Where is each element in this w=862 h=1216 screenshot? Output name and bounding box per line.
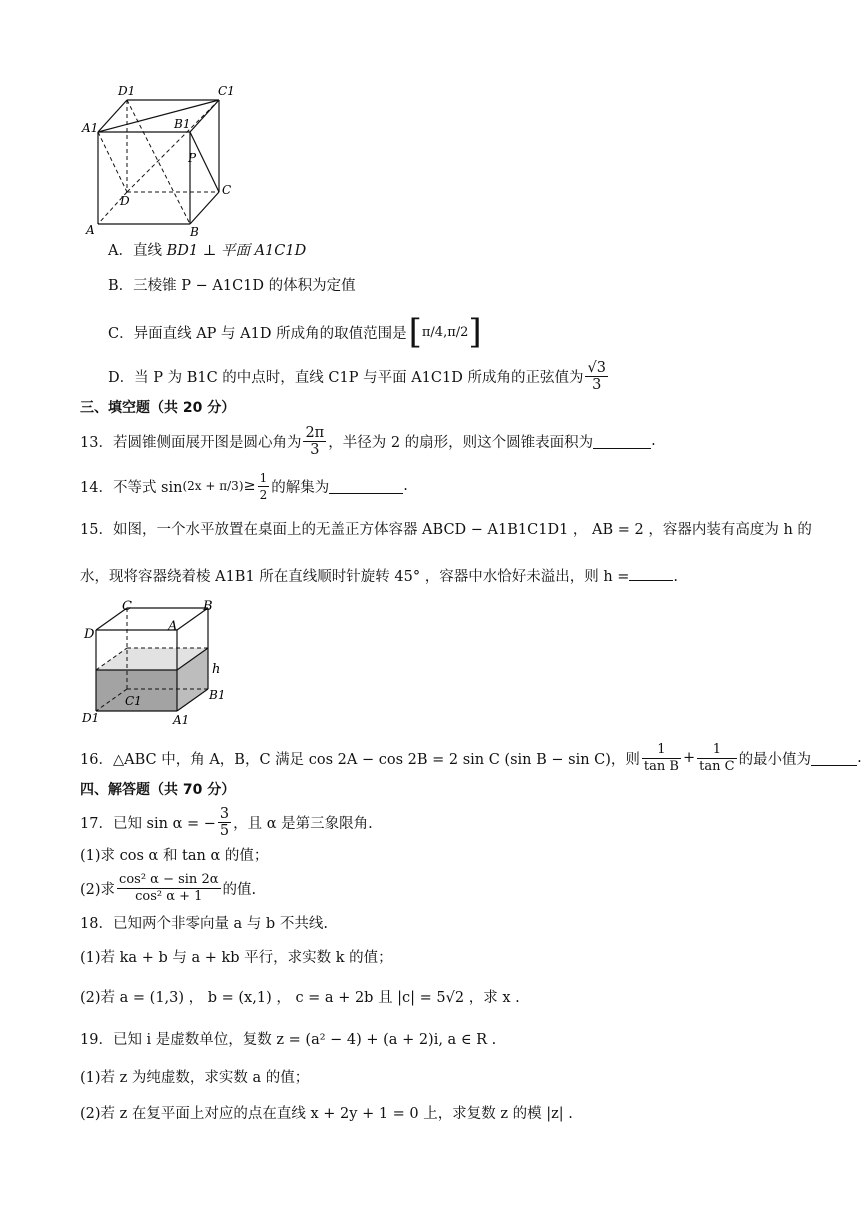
q17-after: ，且 α 是第三象限角. <box>233 815 373 832</box>
label-P: P <box>188 151 197 165</box>
q16-before: 16． <box>80 751 113 768</box>
question-14 <box>80 466 408 506</box>
q14-end: . <box>403 478 408 494</box>
frac-num: 3 <box>219 805 230 822</box>
q17-before: 17．已知 sin α = − <box>80 815 216 832</box>
range-lower: π/4 <box>421 324 444 340</box>
question-18-part-1: (1)若 ka + b 与 a + kb 平行，求实数 k 的值； <box>80 950 393 966</box>
q14-geq: ≥ <box>243 478 256 494</box>
label-D: D <box>84 627 95 642</box>
label-C: C <box>222 183 232 197</box>
option-b: B．三棱锥 P − A1C1D 的体积为定值 <box>108 278 356 294</box>
label-A1: A1 <box>82 121 99 135</box>
answer-blank[interactable] <box>593 434 651 449</box>
answer-blank[interactable] <box>629 566 673 581</box>
option-a-text: BD1 ⊥ 平面 A1C1D <box>166 243 307 259</box>
section-4-title: 四、解答题（共 70 分） <box>80 782 236 798</box>
q16-fraction-1 <box>642 742 681 775</box>
option-d-text: D．当 P 为 B1C 的中点时，直线 C1P 与平面 A1C1D 所成角的正弦值为 <box>108 369 584 386</box>
question-15-line-1: 15．如图，一个水平放置在桌面上的无盖正方体容器 ABCD − A1B1C1D1 ， AB = 2 ，容器内装有高度为 h 的 <box>80 522 812 538</box>
frac-num: √3 <box>587 359 606 376</box>
question-13 <box>80 421 656 461</box>
frac-den: tan B <box>643 758 679 774</box>
q15-line2-text: 水，现将容器绕着棱 A1B1 所在直线顺时针旋转 45° ，容器中水恰好未溢出，则 h = <box>80 569 630 585</box>
q17-fraction <box>218 806 231 839</box>
q16-end: . <box>857 750 862 766</box>
q14-paren: (2x + π/3) <box>182 479 244 493</box>
frac-den: tan C <box>699 758 735 774</box>
range-values: π/4,π/2 <box>421 324 469 340</box>
label-A1: A1 <box>173 713 190 727</box>
frac-den: 2 <box>259 487 268 502</box>
question-15-line-2 <box>80 566 678 587</box>
q16-after: 的最小值为 <box>738 751 812 768</box>
label-D1: D1 <box>118 84 136 98</box>
question-16 <box>80 738 862 778</box>
label-D1: D1 <box>82 711 100 725</box>
q13-end: . <box>651 433 656 449</box>
label-B1: B1 <box>174 117 191 131</box>
water-container-figure <box>80 598 230 730</box>
answer-blank[interactable] <box>329 479 403 494</box>
question-17-part-2 <box>80 868 256 908</box>
q15-end: . <box>673 569 679 585</box>
frac-den: cos² α + 1 <box>135 888 203 904</box>
range-open-bracket: [ <box>408 312 422 352</box>
q14-after: 的解集为 <box>271 479 330 496</box>
option-d <box>108 356 610 396</box>
question-18-part-2: (2)若 a = (1,3) ， b = (x,1) ， c = a + 2b 且 |c| = 5√2 ，求 x . <box>80 990 520 1006</box>
label-C1: C1 <box>218 84 235 98</box>
frac-num: cos² α − sin 2α <box>119 871 219 887</box>
section-3-title: 三、填空题（共 20 分） <box>80 400 236 416</box>
q13-fraction <box>303 425 326 458</box>
option-c-text: C．异面直线 AP 与 A1D 所成角的取值范围是 <box>108 325 407 342</box>
q17-p2-fraction <box>117 872 220 905</box>
label-A: A <box>168 619 178 634</box>
question-19: 19．已知 i 是虚数单位，复数 z = (a² − 4) + (a + 2)i, a ∈ R . <box>80 1032 497 1048</box>
question-19-part-1: (1)若 z 为纯虚数，求实数 a 的值； <box>80 1070 310 1086</box>
q17-p2-before: (2)求 <box>80 881 116 898</box>
question-17-part-1: (1)求 cos α 和 tan α 的值； <box>80 848 269 864</box>
answer-blank[interactable] <box>811 751 857 766</box>
frac-num: 2π <box>305 424 325 441</box>
option-a-prefix: A．直线 <box>108 243 167 259</box>
sqrt3-over-3 <box>585 360 607 393</box>
label-B: B <box>203 599 213 614</box>
question-17 <box>80 802 373 842</box>
q13-before: 13．若圆锥侧面展开图是圆心角为 <box>80 434 302 451</box>
label-B: B <box>190 225 199 239</box>
q16-text: △ABC 中，角 A，B，C 满足 cos 2A − cos 2B = 2 sin C (sin B − sin C)，则 <box>112 751 640 768</box>
option-a <box>108 241 306 261</box>
label-h: h <box>212 662 221 677</box>
label-C1: C1 <box>125 694 142 708</box>
label-D: D <box>120 194 130 208</box>
frac-num: 1 <box>259 470 268 485</box>
q13-after: ，半径为 2 的扇形，则这个圆锥表面积为 <box>328 434 594 451</box>
q14-half <box>258 470 270 503</box>
question-19-part-2: (2)若 z 在复平面上对应的点在直线 x + 2y + 1 = 0 上，求复数 z 的模 |z| . <box>80 1106 573 1122</box>
range-close-bracket: ] <box>468 312 482 352</box>
label-A: A <box>86 223 95 237</box>
frac-num: 1 <box>642 742 681 759</box>
question-18: 18．已知两个非零向量 a 与 b 不共线. <box>80 916 328 932</box>
label-C: C <box>122 599 132 614</box>
option-c <box>108 312 482 352</box>
cube-figure <box>82 82 242 240</box>
q16-plus: + <box>682 750 696 766</box>
frac-den: 3 <box>592 376 602 393</box>
range-upper: π/2 <box>447 324 469 340</box>
q16-fraction-2 <box>697 742 736 775</box>
label-B1: B1 <box>209 688 226 702</box>
frac-den: 5 <box>219 822 230 839</box>
q14-before: 14．不等式 sin <box>80 479 183 496</box>
q17-p2-after: 的值. <box>222 881 257 898</box>
frac-num: 1 <box>697 742 736 759</box>
frac-den: 3 <box>310 441 320 458</box>
